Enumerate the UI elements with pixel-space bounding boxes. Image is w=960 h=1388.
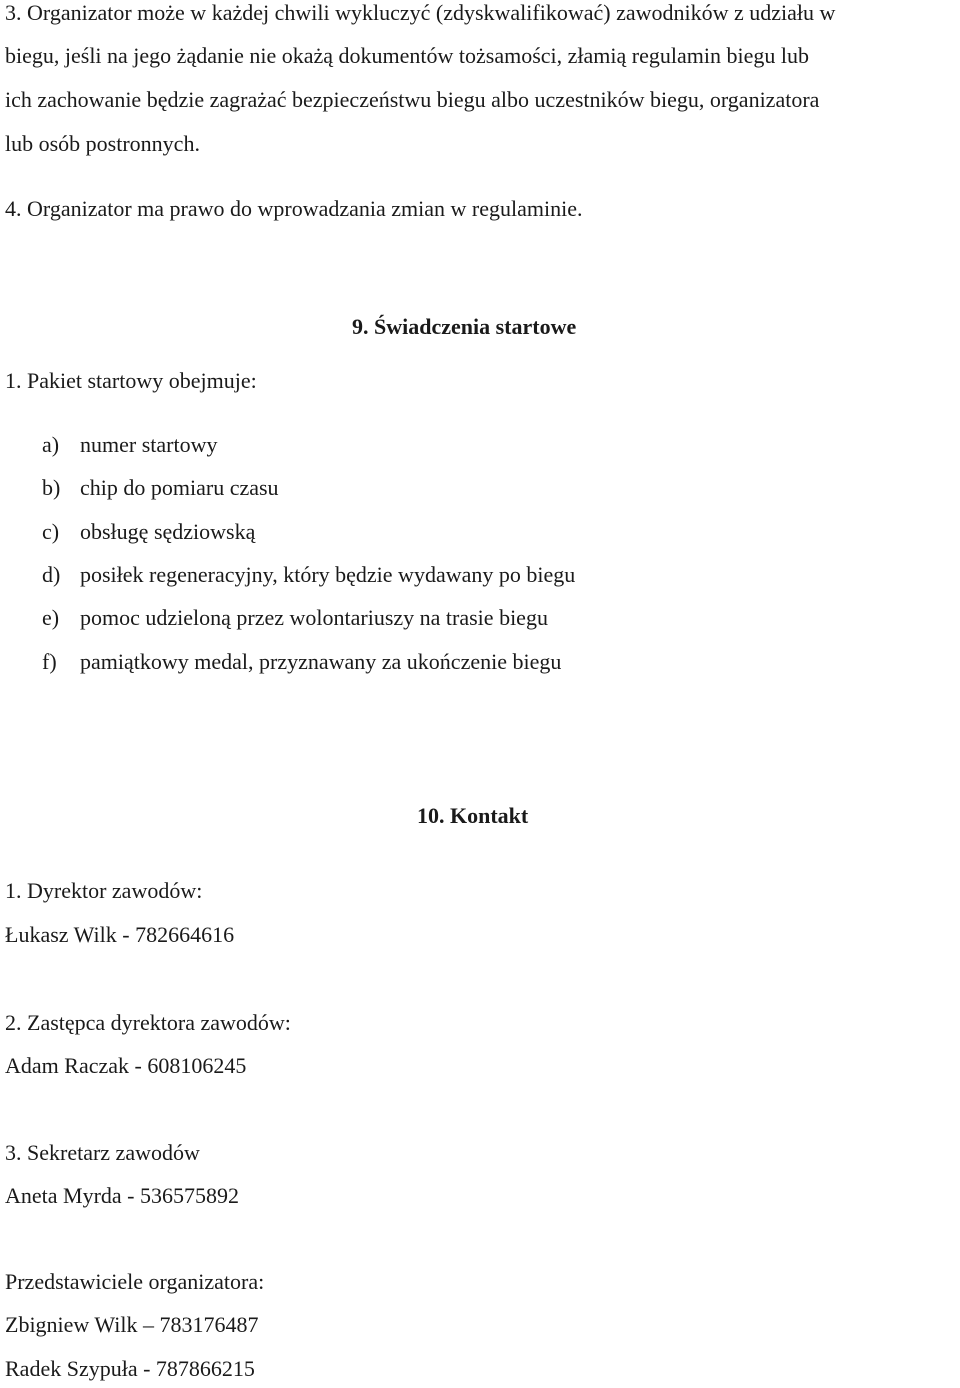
list-item [42,649,561,675]
paragraph-line: biegu, jeśli na jego żądanie nie okażą dokumentów tożsamości, złamią regulamin biegu lub [5,43,809,68]
list-item [42,475,279,501]
list-item [42,562,575,588]
paragraph-line: ich zachowanie będzie zagrażać bezpieczeństwu biegu albo uczestników biegu, organizatora [5,87,820,112]
list-item-text: pamiątkowy medal, przyznawany za ukończenie biegu [80,649,562,674]
representative-contact: Radek Szypuła - 787866215 [5,1356,255,1381]
paragraph-point4: 4. Organizator ma prawo do wprowadzania zmian w regulaminie. [5,196,583,221]
director-label: 1. Dyrektor zawodów: [5,878,203,903]
list-marker: f) [42,649,57,674]
list-marker: c) [42,519,60,544]
deputy-contact: Adam Raczak - 608106245 [5,1053,247,1078]
list-item-text: posiłek regeneracyjny, który będzie wydawany po biegu [80,562,576,587]
paragraph-line: 3. Organizator może w każdej chwili wykluczyć (zdyskwalifikować) zawodników z udziału w [5,0,836,25]
list-item-text: chip do pomiaru czasu [80,475,279,500]
list-item-text: numer startowy [80,432,218,457]
deputy-label: 2. Zastępca dyrektora zawodów: [5,1010,291,1035]
section-heading-10: 10. Kontakt [417,803,529,828]
list-marker: b) [42,475,61,500]
representatives-label: Przedstawiciele organizatora: [5,1269,265,1294]
section-heading-9: 9. Świadczenia startowe [352,314,577,339]
secretary-label: 3. Sekretarz zawodów [5,1140,200,1165]
representative-contact: Zbigniew Wilk – 783176487 [5,1312,259,1337]
list-item-text: obsługę sędziowską [80,519,256,544]
list-item [42,432,217,458]
package-intro: 1. Pakiet startowy obejmuje: [5,368,257,393]
paragraph-line: lub osób postronnych. [5,131,200,156]
list-marker: d) [42,562,61,587]
list-marker: a) [42,432,60,457]
list-item [42,519,255,545]
list-item-text: pomoc udzieloną przez wolontariuszy na trasie biegu [80,605,548,630]
secretary-contact: Aneta Myrda - 536575892 [5,1183,240,1208]
list-item [42,605,548,631]
director-contact: Łukasz Wilk - 782664616 [5,922,235,947]
list-marker: e) [42,605,60,630]
